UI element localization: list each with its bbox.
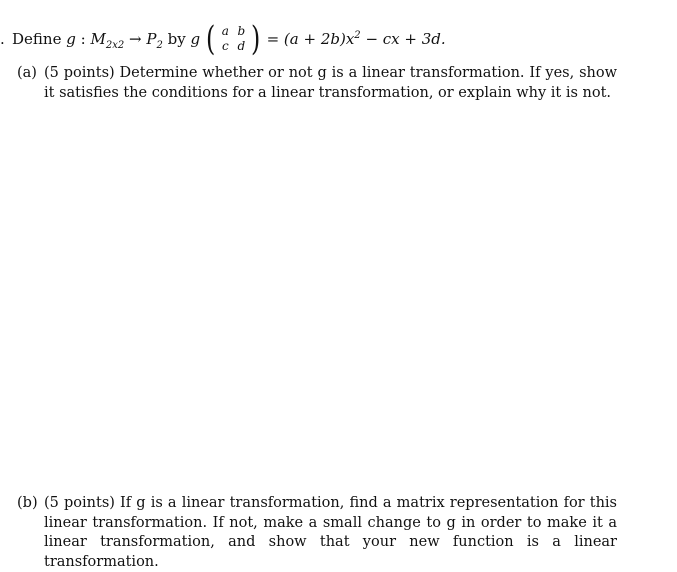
part-b-text: (5 points) If g is a linear transformation, find a matrix representation for this linear transformation. If not, make a small change to g in order to make it a linear transformation, and show that your new function is a linear transformation. (44, 495, 617, 570)
part-a (17, 64, 617, 103)
function-output: = $(a + 2b)x^2$ − cx + 3d. (266, 30, 446, 48)
matrix-entry-d: d (237, 39, 246, 53)
function-name: g (66, 30, 76, 48)
domain-space: $M_{2x2}$ (90, 30, 125, 51)
problem-define-word: Define (12, 30, 62, 48)
maps-to-arrow: → (128, 30, 142, 48)
part-a-text: (5 points) Determine whether or not g is a linear transformation. If yes, show it satisfies the conditions for a linear transformation, or explain why it is not. (44, 65, 617, 101)
matrix-entry-b: b (237, 24, 246, 38)
matrix-entry-a: a (221, 24, 229, 38)
part-b-label: (b) (17, 495, 38, 511)
function-name-applied: g (190, 30, 201, 48)
part-b (17, 494, 617, 572)
matrix-entry-c: c (221, 39, 229, 53)
right-paren: ) (251, 19, 261, 59)
problem-number: . (0, 30, 5, 48)
input-matrix (204, 19, 263, 59)
colon: : (80, 30, 86, 48)
left-paren: ( (206, 19, 216, 59)
part-a-label: (a) (17, 65, 37, 81)
codomain-space: $P_2$ (146, 30, 163, 51)
matrix-entries (217, 24, 249, 54)
by-word: by (167, 30, 186, 48)
problem-statement (0, 19, 446, 59)
